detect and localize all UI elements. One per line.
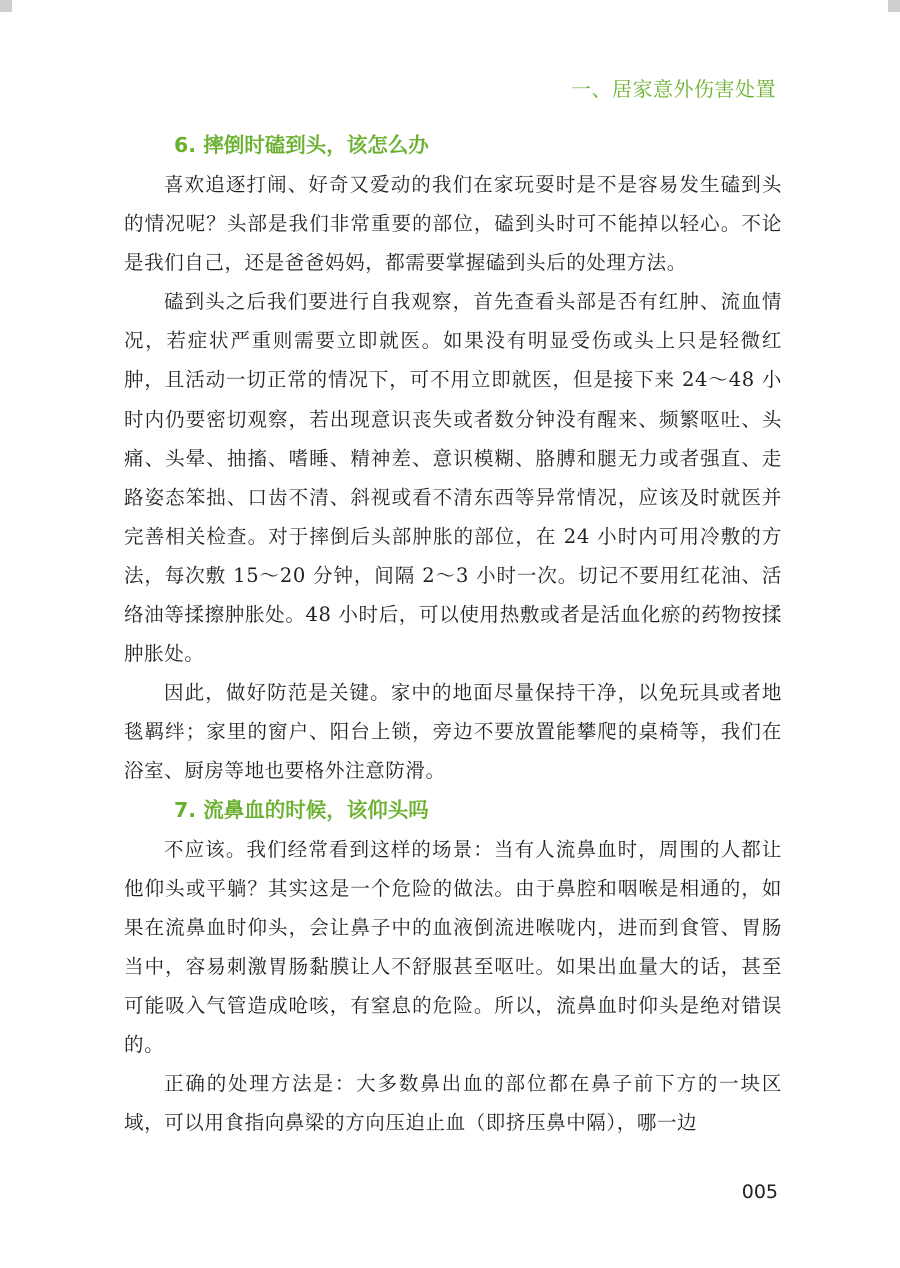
section-nosebleed xyxy=(124,791,782,1143)
page-content xyxy=(124,126,782,1142)
running-head: 一、居家意外伤害处置 xyxy=(571,77,776,101)
section-title: 6. 摔倒时磕到头，该怎么办 xyxy=(174,133,429,157)
paragraph: 正确的处理方法是：大多数鼻出血的部位都在鼻子前下方的一块区域，可以用食指向鼻梁的方向压迫止血（即挤压鼻中隔），哪一边 xyxy=(124,1072,782,1135)
section-head-injury xyxy=(124,126,782,791)
paragraph: 不应该。我们经常看到这样的场景：当有人流鼻血时，周围的人都让他仰头或平躺？其实这是一个危险的做法。由于鼻腔和咽喉是相通的，如果在流鼻血时仰头，会让鼻子中的血液倒流进喉咙内，进而到食管、胃肠当中，容易刺激胃肠黏膜让人不舒服甚至呕吐。如果出血量大的话，甚至可能吸入气管造成呛咳，有窒息的危险。所以，流鼻血时仰头是绝对错误的。 xyxy=(124,837,782,1056)
crop-mark-top-right xyxy=(888,0,900,12)
paragraph: 磕到头之后我们要进行自我观察，首先查看头部是否有红肿、流血情况，若症状严重则需要立即就医。如果没有明显受伤或头上只是轻微红肿，且活动一切正常的情况下，可不用立即就医，但是接下来 24～48 小时内仍要密切观察，若出现意识丧失或者数分钟没有醒来、频繁呕吐、头痛、头晕、抽搐、嗜睡、精神差、意识模糊、胳膊和腿无力或者强直、走路姿态笨拙、口齿不清、斜视或看不清东西等异常情况，应该及时就医并完善相关检查。对于摔倒后头部肿胀的部位，在 24 小时内可用冷敷的方法，每次敷 15～20 分钟，间隔 2～3 小时一次。切记不要用红花油、活络油等揉擦肿胀处。48 小时后，可以使用热敷或者是活血化瘀的药物按揉肿胀处。 xyxy=(124,290,782,666)
page-number: 005 xyxy=(741,1181,778,1203)
crop-mark-top-left xyxy=(0,0,12,12)
paragraph: 因此，做好防范是关键。家中的地面尽量保持干净，以免玩具或者地毯羁绊；家里的窗户、阳台上锁，旁边不要放置能攀爬的桌椅等，我们在浴室、厨房等地也要格外注意防滑。 xyxy=(124,681,782,783)
paragraph: 喜欢追逐打闹、好奇又爱动的我们在家玩耍时是不是容易发生磕到头的情况呢？头部是我们非常重要的部位，磕到头时可不能掉以轻心。不论是我们自己，还是爸爸妈妈，都需要掌握磕到头后的处理方法。 xyxy=(124,173,782,275)
section-title: 7. 流鼻血的时候，该仰头吗 xyxy=(174,797,429,822)
